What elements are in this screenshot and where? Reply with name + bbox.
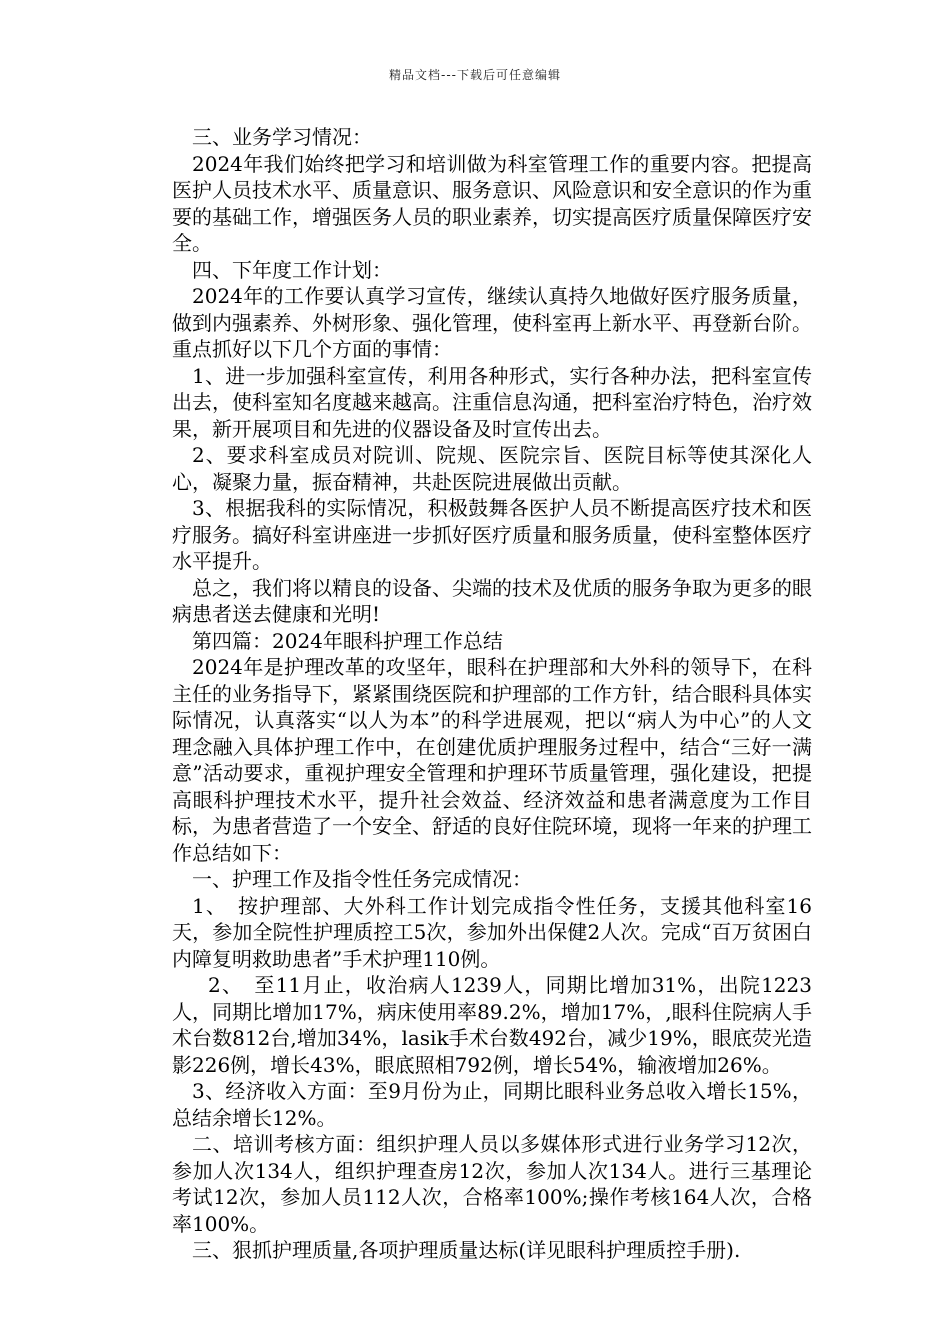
list-item: 2、 至11月止，收治病人1239人，同期比增加31%，出院1223人，同期比增加17%，病床使用率89.2%，增加17%，,眼科住院病人手术台数812台,增加34%，lasik手术台数492台，减少19%，眼底荧光造影226例，增长43%，眼底照相792例，增长54%，输液增加26%。 [172, 973, 812, 1077]
section-heading: 二、培训考核方面：组织护理人员以多媒体形式进行业务学习12次，参加人次134人，组织护理查房12次，参加人次134人。进行三基理论考试12次，参加人员112人次，合格率100%;操作考核164人次，合格率100%。 [172, 1132, 812, 1236]
list-item: 3、经济收入方面：至9月份为止，同期比眼科业务总收入增长15%，总结余增长12%。 [172, 1079, 812, 1130]
section-heading: 三、狠抓护理质量,各项护理质量达标(详见眼科护理质控手册). [192, 1238, 741, 1262]
paragraph: 2024年是护理改革的攻坚年，眼科在护理部和大外科的领导下，在科主任的业务指导下，紧紧围绕医院和护理部的工作方针，结合眼科具体实际情况，认真落实“以人为本”的科学进展观，把以“病人为中心”的人文理念融入具体护理工作中，在创建优质护理服务过程中，结合“三好一满意”活动要求，重视护理安全管理和护理环节质量管理，强化建设，把提高眼科护理技术水平，提升社会效益、经济效益和患者满意度为工作目标，为患者营造了一个安全、舒适的良好住院环境，现将一年来的护理工作总结如下： [172, 655, 812, 865]
chapter-title: 第四篇：2024年眼科护理工作总结 [192, 628, 503, 653]
list-item: 3、根据我科的实际情况，积极鼓舞各医护人员不断提高医疗技术和医疗服务。搞好科室讲座进一步抓好医疗质量和服务质量，使科室整体医疗水平提升。 [172, 496, 812, 573]
paragraph: 2024年的工作要认真学习宣传，继续认真持久地做好医疗服务质量，做到内强素养、外树形象、强化管理，使科室再上新水平、再登新台阶。重点抓好以下几个方面的事情： [172, 284, 812, 361]
paragraph: 2024年我们始终把学习和培训做为科室管理工作的重要内容。把提高医护人员技术水平、质量意识、服务意识、风险意识和安全意识的作为重要的基础工作，增强医务人员的职业素养，切实提高医疗质量保障医疗安全。 [172, 151, 812, 255]
section-heading: 一、护理工作及指令性任务完成情况： [192, 867, 532, 891]
list-item: 1、进一步加强科室宣传，利用各种形式，实行各种办法，把科室宣传出去，使科室知名度越来越高。注重信息沟通，把科室治疗特色，治疗效果，新开展项目和先进的仪器设备及时宣传出去。 [172, 363, 812, 441]
document-body [172, 124, 812, 1264]
section-heading: 三、业务学习情况： [192, 125, 372, 149]
list-item: 1、 按护理部、大外科工作计划完成指令性任务，支援其他科室16天，参加全院性护理质控工5次，参加外出保健2人次。完成“百万贫困白内障复明救助患者”手术护理110例。 [172, 893, 812, 971]
list-item: 2、要求科室成员对院训、院规、医院宗旨、医院目标等使其深化人心，凝聚力量，振奋精神，共赴医院进展做出贡献。 [172, 443, 812, 494]
section-heading: 四、下年度工作计划： [192, 257, 392, 282]
paragraph: 总之，我们将以精良的设备、尖端的技术及优质的服务争取为更多的眼病患者送去健康和光明! [172, 575, 812, 626]
page-header: 精品文档---下载后可任意编辑 [389, 68, 561, 82]
